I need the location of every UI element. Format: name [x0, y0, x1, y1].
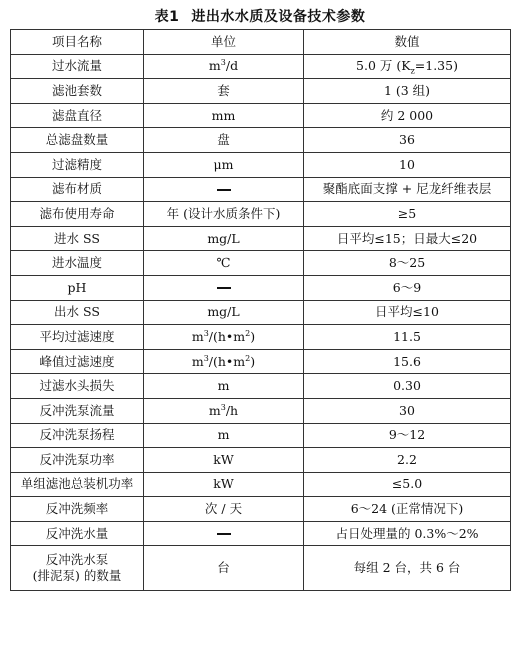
row-item-name: 反冲洗泵扬程	[11, 423, 144, 448]
row-item-name: 出水 SS	[11, 300, 144, 325]
row-unit: 年 (设计水质条件下)	[144, 202, 304, 227]
row-item-name: 过滤水头损失	[11, 374, 144, 399]
row-item-name: 滤池套数	[11, 79, 144, 104]
table-row	[11, 472, 511, 497]
row-item-name: 过水流量	[11, 54, 144, 79]
row-item-name: 滤盘直径	[11, 103, 144, 128]
row-value: 约 2 000	[304, 103, 511, 128]
row-unit	[144, 177, 304, 202]
row-item-name: 进水温度	[11, 251, 144, 276]
table-number: 表1	[154, 9, 180, 25]
row-unit: ℃	[144, 251, 304, 276]
row-item-name: 过滤精度	[11, 152, 144, 177]
dash-mark	[217, 287, 231, 289]
table-row	[11, 423, 511, 448]
table-row	[11, 152, 511, 177]
table-header-row	[11, 30, 511, 55]
row-value: 0.30	[304, 374, 511, 399]
table-row	[11, 128, 511, 153]
parameters-table	[10, 29, 511, 591]
row-item-name: 反冲洗泵流量	[11, 398, 144, 423]
table-row	[11, 226, 511, 251]
row-unit: m	[144, 423, 304, 448]
row-item-name: pH	[11, 275, 144, 300]
row-unit: m	[144, 374, 304, 399]
table-row	[11, 300, 511, 325]
row-value: 每组 2 台，共 6 台	[304, 546, 511, 591]
dash-mark	[217, 533, 231, 535]
table-row	[11, 448, 511, 473]
row-value: 日平均≤15；日最大≤20	[304, 226, 511, 251]
row-value: 5.0 万 $(K_z=1.35)$	[304, 54, 511, 79]
table-row	[11, 349, 511, 374]
row-unit: mg/L	[144, 300, 304, 325]
row-value: 2.2	[304, 448, 511, 473]
row-item-name: 反冲洗泵功率	[11, 448, 144, 473]
table-row	[11, 251, 511, 276]
row-value: 6～9	[304, 275, 511, 300]
header-item-name: 项目名称	[11, 30, 144, 55]
table-row	[11, 497, 511, 522]
row-item-name: 总滤盘数量	[11, 128, 144, 153]
table-row	[11, 103, 511, 128]
row-unit: 台	[144, 546, 304, 591]
row-unit: $m^3/h$	[144, 398, 304, 423]
row-item-name: 反冲洗水量	[11, 521, 144, 546]
row-value: 10	[304, 152, 511, 177]
table-row	[11, 54, 511, 79]
row-item-name: 滤布使用寿命	[11, 202, 144, 227]
row-value: 11.5	[304, 325, 511, 350]
row-unit: $m^3/(h•m^2)$	[144, 325, 304, 350]
row-item-name: 进水 SS	[11, 226, 144, 251]
row-value: ≤5.0	[304, 472, 511, 497]
row-item-name: 单组滤池总装机功率	[11, 472, 144, 497]
row-value: ≥5	[304, 202, 511, 227]
row-unit: $m^3/(h•m^2)$	[144, 349, 304, 374]
table-row	[11, 325, 511, 350]
table-row	[11, 202, 511, 227]
row-value: 1 (3 组)	[304, 79, 511, 104]
table-row	[11, 521, 511, 546]
row-unit: $m^3/d$	[144, 54, 304, 79]
row-unit: mg/L	[144, 226, 304, 251]
row-item-name: 峰值过滤速度	[11, 349, 144, 374]
header-value: 数值	[304, 30, 511, 55]
row-value: 9～12	[304, 423, 511, 448]
row-value: 6～24 (正常情况下)	[304, 497, 511, 522]
row-value: 15.6	[304, 349, 511, 374]
row-item-name: 滤布材质	[11, 177, 144, 202]
row-value: 8～25	[304, 251, 511, 276]
row-unit	[144, 521, 304, 546]
row-value: 聚酯底面支撑 + 尼龙纤维表层	[304, 177, 511, 202]
table-row	[11, 79, 511, 104]
row-unit	[144, 275, 304, 300]
row-item-name: 反冲洗水泵 (排泥泵) 的数量	[11, 546, 144, 591]
row-unit: μm	[144, 152, 304, 177]
row-value: 占日处理量的 0.3%～2%	[304, 521, 511, 546]
row-unit: kW	[144, 472, 304, 497]
row-item-name: 反冲洗频率	[11, 497, 144, 522]
table-title: 进出水水质及设备技术参数	[191, 9, 366, 25]
row-value: 36	[304, 128, 511, 153]
table-row	[11, 546, 511, 591]
header-unit: 单位	[144, 30, 304, 55]
row-value: 30	[304, 398, 511, 423]
table-row	[11, 374, 511, 399]
row-item-name: 平均过滤速度	[11, 325, 144, 350]
dash-mark	[217, 189, 231, 191]
table-row	[11, 398, 511, 423]
table-row	[11, 177, 511, 202]
row-unit: 次 / 天	[144, 497, 304, 522]
row-unit: mm	[144, 103, 304, 128]
row-value: 日平均≤10	[304, 300, 511, 325]
table-caption	[0, 6, 520, 26]
row-unit: 套	[144, 79, 304, 104]
row-unit: kW	[144, 448, 304, 473]
table-row	[11, 275, 511, 300]
row-unit: 盘	[144, 128, 304, 153]
